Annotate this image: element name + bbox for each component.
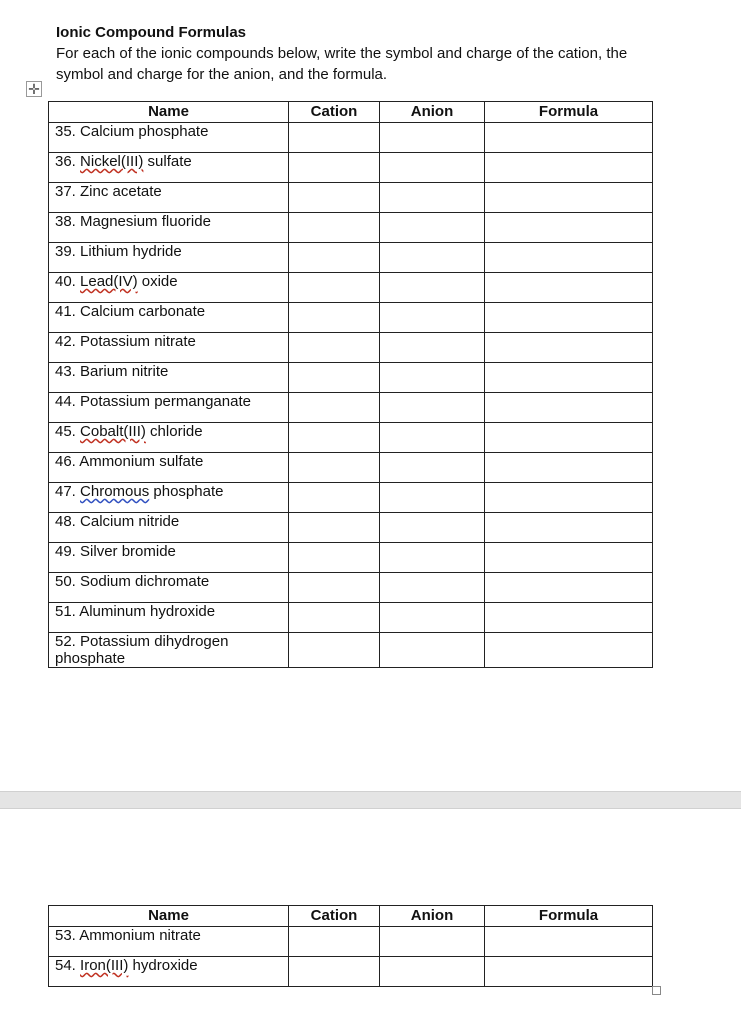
table-row: [49, 363, 653, 393]
table-row: [49, 543, 653, 573]
document-title: Ionic Compound Formulas: [56, 24, 246, 41]
cation-answer-cell[interactable]: [289, 927, 380, 957]
cation-answer-cell[interactable]: [289, 603, 380, 633]
compound-name-cell[interactable]: 44. Potassium permanganate: [49, 393, 289, 423]
table-header-row: [49, 906, 653, 927]
cation-answer-cell[interactable]: [289, 273, 380, 303]
anion-answer-cell[interactable]: [380, 243, 485, 273]
cation-answer-cell[interactable]: [289, 303, 380, 333]
anion-answer-cell[interactable]: [380, 393, 485, 423]
cation-answer-cell[interactable]: [289, 333, 380, 363]
header-formula: Formula: [485, 102, 653, 123]
formula-answer-cell[interactable]: [485, 483, 653, 513]
compound-name-cell[interactable]: 53. Ammonium nitrate: [49, 927, 289, 957]
cation-answer-cell[interactable]: [289, 423, 380, 453]
table-row: [49, 123, 653, 153]
instructions-text: For each of the ionic compounds below, write the symbol and charge of the cation, the symbol and charge for the anion, and the formula.: [56, 45, 628, 83]
formula-answer-cell[interactable]: [485, 363, 653, 393]
table-row: [49, 153, 653, 183]
table-row: [49, 483, 653, 513]
table-row: [49, 393, 653, 423]
table-row: [49, 423, 653, 453]
compound-name-cell[interactable]: 37. Zinc acetate: [49, 183, 289, 213]
cation-answer-cell[interactable]: [289, 453, 380, 483]
anion-answer-cell[interactable]: [380, 573, 485, 603]
header-name: Name: [49, 906, 289, 927]
anion-answer-cell[interactable]: [380, 927, 485, 957]
cation-answer-cell[interactable]: [289, 513, 380, 543]
anion-answer-cell[interactable]: [380, 363, 485, 393]
table-row: [49, 213, 653, 243]
table-header-row: [49, 102, 653, 123]
cation-answer-cell[interactable]: [289, 213, 380, 243]
cation-answer-cell[interactable]: [289, 633, 380, 668]
compound-name-cell[interactable]: 45. Cobalt(III) chloride: [49, 423, 289, 453]
anion-answer-cell[interactable]: [380, 513, 485, 543]
compound-name-cell[interactable]: 38. Magnesium fluoride: [49, 213, 289, 243]
compound-name-cell[interactable]: 51. Aluminum hydroxide: [49, 603, 289, 633]
compound-name-cell[interactable]: 47. Chromous phosphate: [49, 483, 289, 513]
formula-answer-cell[interactable]: [485, 213, 653, 243]
table-row: [49, 453, 653, 483]
compound-name-cell[interactable]: 39. Lithium hydride: [49, 243, 289, 273]
compound-name-cell[interactable]: 36. Nickel(III) sulfate: [49, 153, 289, 183]
anion-answer-cell[interactable]: [380, 153, 485, 183]
spellcheck-word: Cobalt(III): [80, 423, 146, 440]
compound-name-cell[interactable]: 40. Lead(IV) oxide: [49, 273, 289, 303]
cation-answer-cell[interactable]: [289, 243, 380, 273]
formula-answer-cell[interactable]: [485, 303, 653, 333]
spellcheck-word: Nickel(III): [80, 153, 144, 170]
anion-answer-cell[interactable]: [380, 633, 485, 668]
cation-answer-cell[interactable]: [289, 393, 380, 423]
compound-name-cell[interactable]: 49. Silver bromide: [49, 543, 289, 573]
anion-answer-cell[interactable]: [380, 603, 485, 633]
table-row: [49, 243, 653, 273]
header-cation: Cation: [289, 102, 380, 123]
spellcheck-word: Lead(IV): [80, 273, 138, 290]
table-row: [49, 573, 653, 603]
header-anion: Anion: [380, 906, 485, 927]
cation-answer-cell[interactable]: [289, 957, 380, 987]
formula-answer-cell[interactable]: [485, 957, 653, 987]
anion-answer-cell[interactable]: [380, 333, 485, 363]
formula-answer-cell[interactable]: [485, 513, 653, 543]
formula-answer-cell[interactable]: [485, 453, 653, 483]
formula-answer-cell[interactable]: [485, 153, 653, 183]
formula-answer-cell[interactable]: [485, 633, 653, 668]
table-row: [49, 333, 653, 363]
formula-answer-cell[interactable]: [485, 573, 653, 603]
cation-answer-cell[interactable]: [289, 183, 380, 213]
header-cation: Cation: [289, 906, 380, 927]
formula-answer-cell[interactable]: [485, 183, 653, 213]
compound-name-cell[interactable]: 41. Calcium carbonate: [49, 303, 289, 333]
cation-answer-cell[interactable]: [289, 153, 380, 183]
table-row: [49, 927, 653, 957]
anion-answer-cell[interactable]: [380, 183, 485, 213]
table-row: [49, 273, 653, 303]
compound-table-1: [48, 101, 653, 668]
compound-name-cell[interactable]: 52. Potassium dihydrogen phosphate: [49, 633, 289, 668]
table-row: [49, 513, 653, 543]
cation-answer-cell[interactable]: [289, 363, 380, 393]
anion-answer-cell[interactable]: [380, 957, 485, 987]
spellcheck-word: Iron(III): [80, 957, 129, 974]
header-name: Name: [49, 102, 289, 123]
anion-answer-cell[interactable]: [380, 543, 485, 573]
anion-answer-cell[interactable]: [380, 213, 485, 243]
compound-name-cell[interactable]: 54. Iron(III) hydroxide: [49, 957, 289, 987]
formula-answer-cell[interactable]: [485, 927, 653, 957]
table-row: [49, 603, 653, 633]
compound-name-cell[interactable]: 46. Ammonium sulfate: [49, 453, 289, 483]
table-row: [49, 303, 653, 333]
formula-answer-cell[interactable]: [485, 393, 653, 423]
compound-name-cell[interactable]: 43. Barium nitrite: [49, 363, 289, 393]
cation-answer-cell[interactable]: [289, 573, 380, 603]
cation-answer-cell[interactable]: [289, 543, 380, 573]
formula-answer-cell[interactable]: [485, 543, 653, 573]
anion-answer-cell[interactable]: [380, 423, 485, 453]
formula-answer-cell[interactable]: [485, 603, 653, 633]
compound-name-cell[interactable]: 35. Calcium phosphate: [49, 123, 289, 153]
table-row: [49, 183, 653, 213]
cation-answer-cell[interactable]: [289, 483, 380, 513]
formula-answer-cell[interactable]: [485, 333, 653, 363]
compound-name-cell[interactable]: 48. Calcium nitride: [49, 513, 289, 543]
formula-answer-cell[interactable]: [485, 273, 653, 303]
spellcheck-word: Chromous: [80, 483, 150, 500]
table-resize-handle-icon[interactable]: [652, 986, 661, 995]
table-row: [49, 957, 653, 987]
compound-name-cell[interactable]: 50. Sodium dichromate: [49, 573, 289, 603]
compound-name-cell[interactable]: 42. Potassium nitrate: [49, 333, 289, 363]
header-anion: Anion: [380, 102, 485, 123]
anion-answer-cell[interactable]: [380, 303, 485, 333]
table-row: [49, 633, 653, 668]
formula-answer-cell[interactable]: [485, 243, 653, 273]
anion-answer-cell[interactable]: [380, 273, 485, 303]
anion-answer-cell[interactable]: [380, 483, 485, 513]
anion-answer-cell[interactable]: [380, 453, 485, 483]
cation-answer-cell[interactable]: [289, 123, 380, 153]
page-break-gap: [0, 791, 741, 809]
formula-answer-cell[interactable]: [485, 423, 653, 453]
compound-table-2: [48, 905, 653, 987]
formula-answer-cell[interactable]: [485, 123, 653, 153]
anion-answer-cell[interactable]: [380, 123, 485, 153]
header-formula: Formula: [485, 906, 653, 927]
table-move-handle-icon[interactable]: ✛: [26, 81, 42, 97]
